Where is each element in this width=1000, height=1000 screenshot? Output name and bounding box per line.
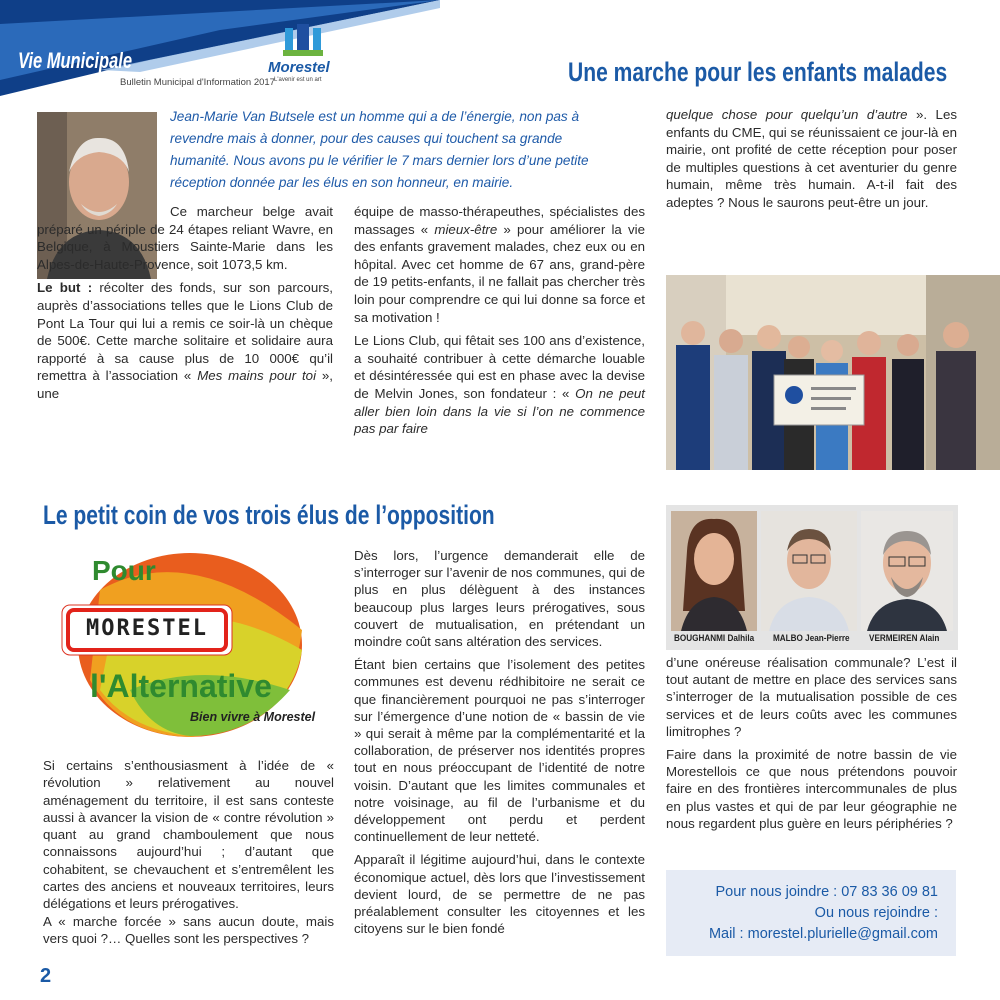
article1-intro: Jean-Marie Van Butsele est un homme qui a de l’énergie, non pas à revendre mais à donner, pour des causes qui touchent sa grande humanité. Nous avons pu le vérifier le 7 mars dernier lors d’une petite réception donnée par les élus en son honneur, en mairie.: [170, 109, 589, 190]
photo-boughanmi: [671, 511, 757, 631]
section-label: Vie Municipale: [18, 48, 133, 73]
logo-tagline: L'avenir est un art: [274, 77, 322, 83]
article2-col2-p3: Apparaît il légitime aujourd’hui, dans le contexte économique actuel, dès lors que l’investissement devient lourd, de se permettre de ne pas préalablement consulter les citoyennes et les citoyens sur le bien fondé: [354, 852, 645, 937]
caption-boughanmi: BOUGHANMI Dalhila: [674, 633, 755, 644]
article1-col1: [37, 203, 333, 409]
logo-alternative: l'Alternative: [90, 668, 272, 704]
photo-vermeiren: [861, 511, 953, 631]
contact-email[interactable]: Mail : morestel.plurielle@gmail.com: [708, 926, 938, 942]
logo-name: Morestel: [268, 59, 330, 76]
article2-col1-p1: Si certains s’enthousiasment à l’idée de « révolution » relativement au nouvel aménagement du territoire, il est sans conteste aussi à avancer la vision de « contre révolution » quant au grand chamboulement que nous connaissons aujourd’hui ; d’autant que cohabitent, se chevauchent et s’entremêlent les cartes des anciens et nouveaux territoires, leurs délégations et leurs prérogatives.: [43, 758, 334, 912]
goal-label: Le but :: [37, 280, 93, 296]
caption-malbo: MALBO Jean-Pierre: [773, 633, 850, 644]
tower-icon: [283, 24, 323, 58]
article2-col2-p2: Étant bien certains que l’isolement des petites communes est devenu rédhibitoire ne serait ce que financièrement pourquoi ne pas s’interroger sur l’émergence d’une notion de « bassin de vie » qui serait à même par la complémentarité et la collaboration, de préserver nos identités propres tout en nous préoccupant de l’identité de notre voisin. D’autant que les limites communales et notre voisinage, au fil de l’urbanisme et du développement ont perdu et perdent continuellement de leur netteté.: [354, 657, 645, 845]
article1-title: Une marche pour les enfants malades: [568, 57, 948, 87]
caption-vermeiren: VERMEIREN Alain: [869, 633, 940, 644]
article1-col1-p1: Ce marcheur belge avait préparé un périple de 24 étapes reliant Wavre, en Belgique, à Moustiers Sainte-Marie dans les Alpes-de-Haute-Provence, soit 1073,5 km.: [37, 204, 333, 272]
group-photo: [666, 275, 1000, 470]
article2-title: Le petit coin de vos trois élus de l’opposition: [43, 500, 495, 530]
contact-phone: Pour nous joindre : 07 83 36 09 81: [715, 884, 938, 900]
article2-col3-p2: Faire dans la proximité de notre bassin de vie Morestellois ce que nous prétendons pouvoir faire en des frontières intercommunales de plus en plus vastes et qui de par leur géographie ne nous regardent plus guère en leurs périphéries ?: [666, 747, 957, 831]
article2-col1-p2: A « marche forcée » sans aucun doute, mais vers quoi ?… Quelles sont les perspectives ?: [43, 913, 334, 946]
logo-pour: Pour: [92, 555, 156, 586]
article1-col3-p1: quelque chose pour quelqu’un d’autre ». Les enfants du CME, qui se réunissaient ce jour-là en mairie, ont profité de cette réception pour poser de multiples questions à cet aventurier du genre humain, même très humain. A-t-il fait des adeptes ? Nous le saurons peut-être un jour.: [666, 107, 957, 210]
article1-col2-p2: Le Lions Club, qui fêtait ses 100 ans d’existence, a souhaité contribuer à cette démarche louable et désintéressée qui est en phase avec la devise de Melvin Jones, son fondateur : « On ne peut aller bien loin dans la vie si l’on ne commence pas par faire: [354, 333, 646, 437]
elected-photos-panel: [666, 505, 958, 650]
logo-morestel-sign: MORESTEL: [86, 616, 208, 641]
article2-col2: [354, 547, 645, 943]
article1-col3: [666, 106, 957, 218]
photo-malbo: [761, 511, 857, 631]
article2-col3: [666, 654, 957, 838]
alternative-logo: [40, 550, 340, 750]
article1-col2-p1: équipe de masso-thérapeuthes, spécialistes des massages « mieux-être » pour améliorer la vie des enfants gravement malades, chez eux ou en hôpital. Avec cet homme de 67 ans, grand-père de 19 petits-enfants, il ne fallait pas chercher très loin pour comprendre ce qui lui donne sa force et sa motivation !: [354, 204, 646, 325]
article1-col1-p2: Le but : récolter des fonds, sur son parcours, auprès d’associations telles que le Lions Club de Pont La Tour qui lui a remis ce soir-là un chèque de 500€. Cette marche solitaire et solidaire aura rapporté à sa cause plus de 10 000€ qu’il remettra à l’association « Mes mains pour toi », une: [37, 280, 333, 401]
contact-join: Ou nous rejoindre :: [814, 905, 938, 921]
article2-col3-p1: d’une onéreuse réalisation communale? L’est il tout autant de mettre en place des services sans s’interroger de la mutualisation possible de ces services et de leurs coûts avec les communes limitrophes ?: [666, 655, 957, 739]
page-number: 2: [40, 965, 52, 987]
logo-subtitle: Bien vivre à Morestel: [190, 710, 316, 724]
article1-col2: [354, 203, 645, 444]
contact-box: [666, 870, 956, 956]
article2-col2-p1: Dès lors, l’urgence demanderait elle de s’interroger sur l’avenir de nos communes, qui de plus en plus délèguent à des instances beaucoup plus larges leurs prérogatives, sous couvert de mutualisation, en prétendant un moindre coût sans altération des services.: [354, 548, 645, 650]
article2-col1: [43, 757, 334, 953]
morestel-logo: [268, 24, 338, 94]
bulletin-label: Bulletin Municipal d'Information 2017: [120, 77, 275, 88]
